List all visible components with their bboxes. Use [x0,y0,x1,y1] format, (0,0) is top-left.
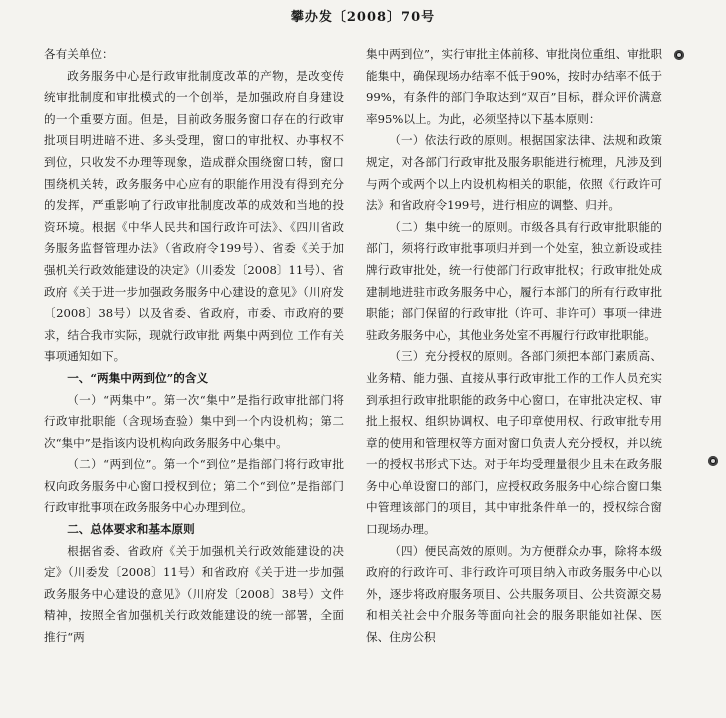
paragraph-continuation: 集中两到位”，实行审批主体前移、审批岗位重组、审批职能集中，确保现场办结率不低于90%，按时办结率不低于99%，有条件的部门争取达到“双百”目标，群众评价满意率95%以上。为此，必须坚持以下基本原则： [366,47,662,126]
principle-lawful-administration: （一）依法行政的原则。根据国家法律、法规和政策规定，对各部门行政审批及服务职能进行梳理，凡涉及到与两个或两个以上内设机构相关的职能，依照《行政许可法》和省政府令199号，进行相应的调整、归并。 [366,133,662,213]
document-number-header: 攀办发〔2008〕70号 [290,10,436,25]
left-column [44,44,344,649]
paragraph-general-requirements: 根据省委、省政府《关于加强机关行政效能建设的决定》（川委发〔2008〕11号）和省政府《关于进一步加强政务服务中心建设的意见》（川府发〔2008〕38号）文件精神，按照全省加强机关行政效能建设的统一部署，全面推行“两 [44,543,344,645]
right-column [366,44,662,649]
principle-full-authorization: （三）充分授权的原则。各部门须把本部门素质高、业务精、能力强、直接从事行政审批工作的工作人员充实到承担行政审批职能的政务中心窗口，在审批决定权、审批上报权、组织协调权、电子印章使用权、行政审批专用章的使用和管理权等方面对窗口负责人充分授权，并以统一的授权书形式下达。对于年均受理量很少且未在政务服务中心单设窗口的部门，应授权政务服务中心综合窗口集中管理该部门的项目，其中审批条件单一的，授权综合窗口现场办理。 [366,349,662,537]
section-heading-2: 二、总体要求和基本原则 [67,522,195,537]
binding-hole-top [674,50,684,60]
principle-centralized-unity: （二）集中统一的原则。市级各具有行政审批职能的部门，须将行政审批事项归并到一个处室，独立新设或挂牌行政审批处，统一行使部门行政审批权；行政审批处成建制地进驻市政务服务中心，履行本部门的所有行政审批职能；部门保留的行政审批（许可、非许可）事项一律进驻政务服务中心，其他业务处室不再履行行政审批职能。 [366,219,662,342]
paragraph-two-concentrations: （一）“两集中”。第一次“集中”是指行政审批部门将行政审批职能（含现场查验）集中到一个内设机构；第二次“集中”是指该内设机构向政务服务中心集中。 [44,392,344,450]
paragraph-two-in-place: （二）“两到位”。第一个“到位”是指部门将行政审批权向政务服务中心窗口授权到位；第二个“到位”是指部门行政审批事项在政务服务中心办理到位。 [44,457,344,515]
intro-paragraph: 政务服务中心是行政审批制度改革的产物，是改变传统审批制度和审批模式的一个创举，是加强政府自身建设的一个重要方面。但是，目前政务服务窗口存在的行政审批项目明进暗不进、多头受理，窗口的审批权、办事权不到位，只收发不办理等现象，造成群众围绕窗口转，窗口围绕机关转，政务服务中心应有的职能作用没有得到充分的发挥，严重影响了行政审批制度改革的成效和当地的投资环境。根据《中华人民共和国行政许可法》、《四川省政务服务监督管理办法》（省政府令199号）、省委《关于加强机关行政效能建设的决定》（川委发〔2008〕11号）、省政府《关于进一步加强政务服务中心建设的意见》（川府发〔2008〕38号）以及省委、省政府，市委、市政府的要求，结合我市实际，现就行政审批 两集中两到位 工作有关事项通知如下。 [44,68,344,364]
principle-convenience-efficiency: （四）便民高效的原则。为方便群众办事，除将本级政府的行政许可、非行政许可项目纳入市政务服务中心以外，逐步将政府服务项目、公共服务项目、公共资源交易和相关社会中介服务等面向社会的服务职能如社保、医保、住房公积 [366,543,662,645]
salutation: 各有关单位： [44,47,114,61]
binding-hole-middle [708,456,718,466]
section-heading-1: 一、“两集中两到位”的含义 [67,370,209,385]
